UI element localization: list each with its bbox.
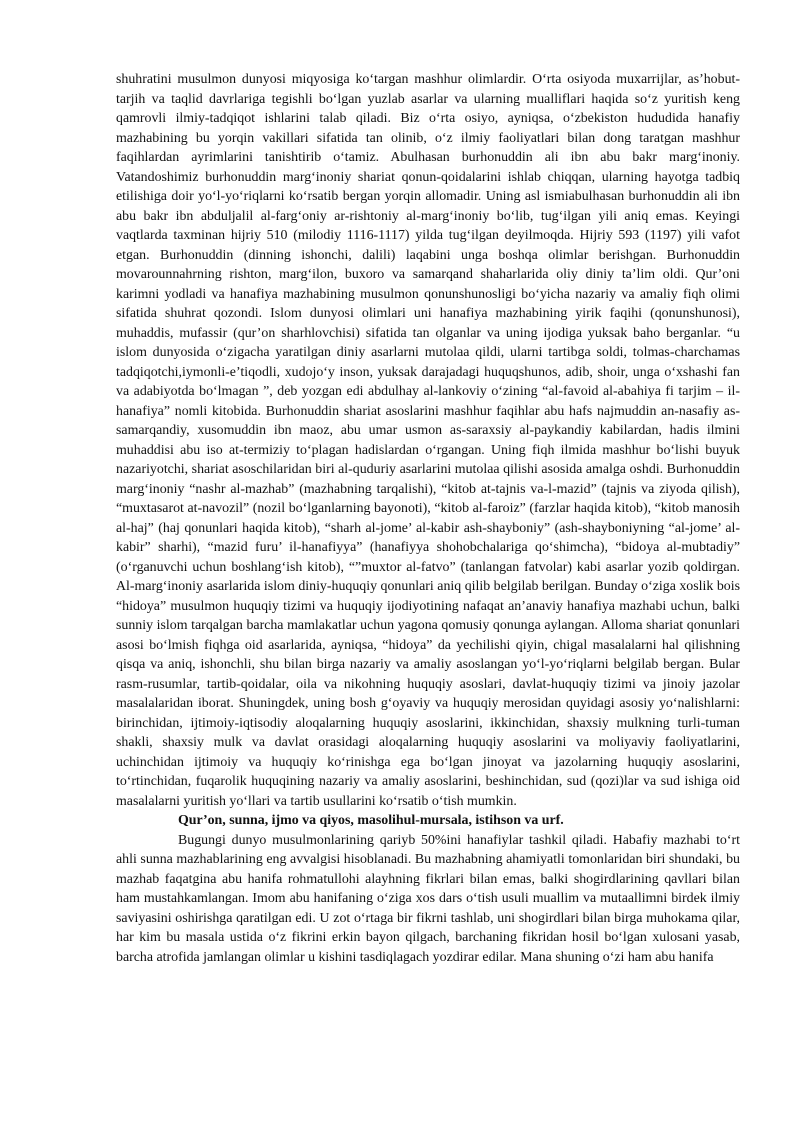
body-paragraph: shuhratini musulmon dunyosi miqyosiga ko‘targan mashhur olimlardir. O‘rta osiyoda muxarrijlar, as’hobut-tarjih va taqlid davrlariga tegishli bo‘lgan yuzlab asarlar va ularning mualliflari haqida so‘z yuritish keng qamrovli ilmiy-tadqiqot ishlarini talab qiladi. Biz o‘rta osiyo, ayniqsa, o‘zbekiston hududida hanafiy mazhabining bu yorqin vakillari sifatida tan olinib, o‘z ilmiy faoliyatlari bilan dong taratgan mashhur faqihlardan ayrimlarini tanishtirib o‘tamiz. Abulhasan burhonuddin ali ibn abu bakr marg‘inoniy. Vatandoshimiz burhonuddin marg‘inoniy shariat qonun-qoidalarini ishlab chiqqan, ularning hayotga tadbiq etilishiga doir yo‘l-yo‘riqlarni ko‘rsatib bergan yorqin allomadir. Uning asl ismiabulhasan burhonuddin ali ibn abu bakr ibn abduljalil al-farg‘oniy ar-rishtoniy al-marg‘inoniy bo‘lib, tug‘ilgan yili aniq emas. Keyingi vaqtlarda taxminan hijriy 510 (milodiy 1116-1117) yilda tug‘ilgan deyilmoqda. Hijriy 593 (1197) yili vafot etgan. Burhonuddin (dinning ishonchi, dalili) laqabini unga boshqa olimlar berishgan. Burhonuddin movarounnahrning rishton, marg‘ilon, buxoro va samarqand shaharlarida oliy diniy ta’lim oldi. Qur’oni karimni yodladi va hanafiya mazhabining musulmon qonunshunosligi bo‘yicha nazariy va amaliy fiqh olimi sifatida shuhrat qozondi. Islom dunyosi olimlari uni hanafiya mazhabining yirik faqihi (qonunshunosi), muhaddis, mufassir (qur’on sharhlovchisi) sifatida tan olganlar va uning ijodiga yuksak baho berganlar. “u islom dunyosida o‘zigacha yaratilgan diniy asarlarni mutolaa qildi, ularni tartibga soldi, tolmas-charchamas tadqiqotchi,iymonli-e’tiqodli, xudojo‘y inson, yuksak darajadagi huquqshunos, adib, shoir, unga o‘xshashi fan va adabiyotda bo‘lmagan ”, deb yozgan edi abdulhay al-lankoviy o‘zining “al-favoid al-abahiya fi tarjim – il-hanafiya” nomli kitobida. Burhonuddin shariat asoslarini mashhur faqihlar abu hafs najmuddin an-nasafiy as-samarqandiy, xusomuddin ibn maoz, abu umar usmon as-saraxsiy al-paykandiy kabilardan, hadis ilmini muhaddisi abu iso at-termiziy to‘plagan hadislardan o‘rgangan. Uning fiqh ilmida mashhur bo‘lishi buyuk nazariyotchi, shariat asoschilaridan biri al-quduriy asarlarini mutolaa qilishi asosida amalga oshdi. Burhonuddin marg‘inoniy “nashr al-mazhab” (mazhabning tarqalishi), “kitob at-tajnis va-l-mazid” (tajnis va ziyoda qilish), “muxtasarot at-navozil” (nozil bo‘lganlarning bayonoti), “kitob al-faroiz” (farzlar haqida kitob), “kitob manosih al-haj” (haj qonunlari haqida kitob), “sharh al-jome’ al-kabir ash-shayboniy” (ash-shayboniyning “al-jome’ al-kabir” sharhi), “mazid furu’ il-hanafiyya” (hanafiyya shohobchalariga qo‘shimcha), “bidoya al-mubtadiy” (o‘rganuvchi uchun boshlang‘ish kitob), “”muxtor al-fatvo” (tanlangan fatvolar) kabi asarlar yozib qoldirgan. Al-marg‘inoniy asarlarida islom diniy-huquqiy qonunlari aniq qilib belgilab berilgan. Bunday o‘ziga xoslik bois “hidoya” musulmon huquqiy tizimi va huquqiy ijodiyotining nafaqat an’anaviy hanafiya mazhabi uchun, balki sunniy islom tarqalgan barcha mamlakatlar uchun yagona qomusiy qonunga aylangan. Alloma shariat qonunlari asosi bo‘lmish fiqhga oid asarlarida, ayniqsa, “hidoya” da yechilishi qiyin, chigal masalalarni hal qilishning qisqa va aniq, ishonchli, shu bilan birga nazariy va amaliy asoslangan yo‘l-yo‘riqlarni belgilab bergan. Bular rasm-rusumlar, tartib-qoidalar, oila va nikohning huquqiy asoslari, davlat-huquqiy tizimi va jinoiy jazolar masalalaridan iborat. Shuningdek, uning bosh g‘oyaviy va huquqiy merosidan quyidagi asosiy yo‘nalishlarni: birinchidan, ijtimoiy-iqtisodiy aloqalarning huquqiy asoslarini, ikkinchidan, shaxsiy mulkning turli-tuman shakli, shaxsiy mulk va davlat orasidagi aloqalarning huquqiy asoslarini va moliyaviy faoliyatlarini, uchinchidan ijtimoiy va huquqiy ko‘rinishga ega bo‘lgan jinoyat va jazolarning huquqiy asoslarini, to‘rtinchidan, fuqarolik huquqining nazariy va amaliy asoslarini, beshinchidan, sud (qozi)lar va sud ishiga oid masalalarni yuritish yo‘llari va tartib usullarini ko‘rsatib o‘tish mumkin.: [116, 72, 740, 809]
document-page: [116, 70, 740, 967]
body-paragraph: Bugungi dunyo musulmonlarining qariyb 50%ini hanafiylar tashkil qiladi. Habafiy mazhabi to‘rt ahli sunna mazhablarining eng avvalgisi hisoblanadi. Bu mazhabning ahamiyatli tomonlaridan biri shundaki, bu mazhab faqatgina abu hanifa rohmatullohi alayhning fikrlari bilan emas, balki shogirdlarining qavllari bilan ham mustahkamlangan. Imom abu hanifaning o‘ziga xos dars o‘tish usuli muallim va mutaallimni birdek ilmiy saviyasini oshirishga qaratilgan edi. U zot o‘rtaga bir fikrni tashlab, uni shogirdlari bilan birga muhokama qilar, har kim bu masala ustida o‘z fikrini erkin bayon qilgach, barchaning fikridan hosil bo‘lgan xulosani yasab, barcha atrofida jamlangan olimlar u kishini tasdiqlagach yozdirar edilar. Mana shuning o‘zi ham abu hanifa: [116, 832, 740, 965]
section-heading: Qur’on, sunna, ijmo va qiyos, masolihul-mursala, istihson va urf.: [178, 813, 564, 828]
